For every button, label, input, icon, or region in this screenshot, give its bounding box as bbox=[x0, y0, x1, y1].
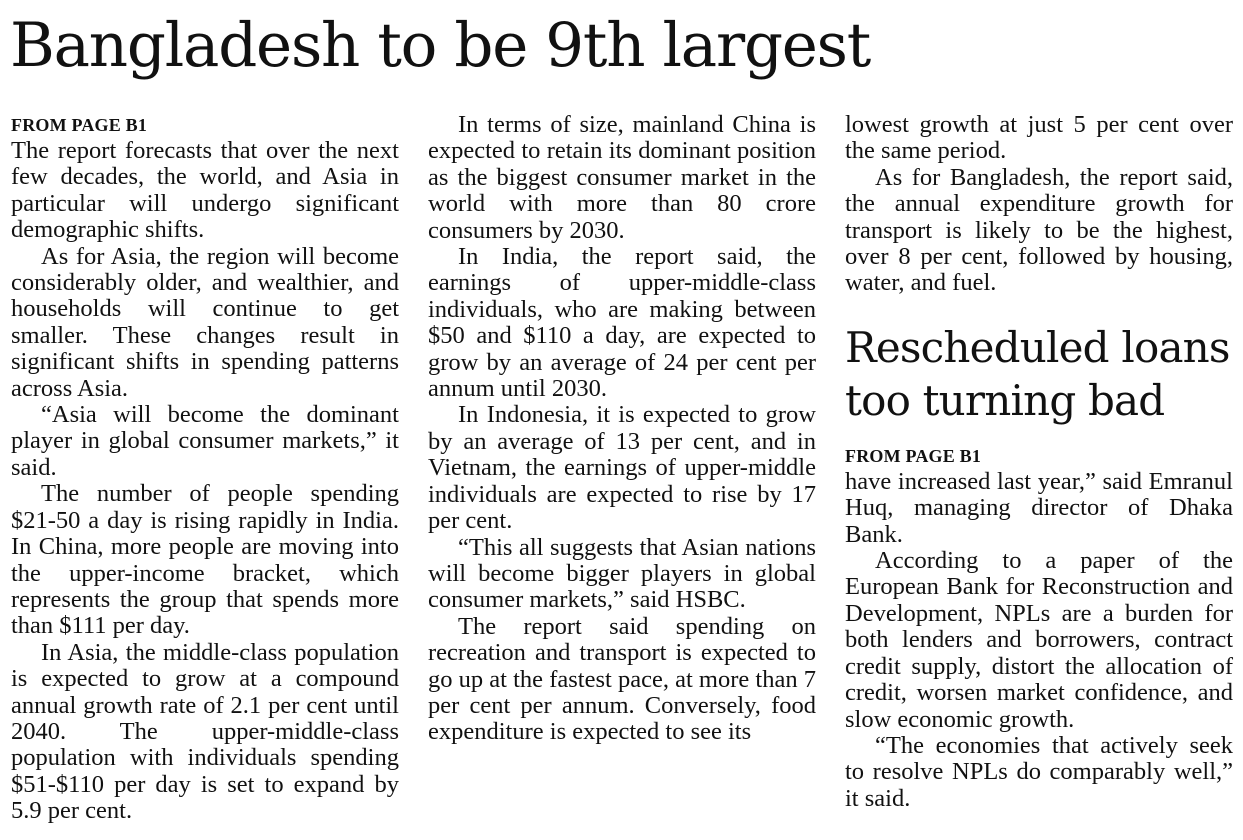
paragraph: As for Bangladesh, the report said, the annual expenditure growth for transport is likely to be the highest, over 8 per cent, followed by housing, water, and fuel. bbox=[845, 163, 1233, 297]
paragraph: As for Asia, the region will become considerably older, and wealthier, and households will continue to get smaller. These changes result in significant shifts in spending patterns across Asia. bbox=[11, 242, 399, 402]
paragraph: According to a paper of the European Bank for Reconstruction and Development, NPLs are a burden for both lenders and borrowers, contract credit supply, distort the allocation of credit, worsen market confidence, and slow economic growth. bbox=[845, 547, 1233, 733]
article-column-1 bbox=[11, 112, 399, 825]
paragraph: In India, the report said, the earnings of upper-middle-class individuals, who are making between $50 and $110 a day, are expected to grow by an average of 24 per cent per annum until 2030. bbox=[428, 243, 816, 403]
paragraph: The number of people spending $21-50 a day is rising rapidly in India. In China, more people are moving into the upper-income bracket, which represents the group that spends more than $111 per day. bbox=[11, 480, 399, 640]
article-column-2 bbox=[428, 112, 816, 746]
paragraph: In Indonesia, it is expected to grow by an average of 13 per cent, and in Vietnam, the earnings of upper-middle individuals are expected to rise by 17 per cent. bbox=[428, 401, 816, 535]
article-column-3 bbox=[845, 112, 1233, 812]
paragraph: The report said spending on recreation and transport is expected to go up at the fastest pace, at more than 7 per cent per annum. Conversely, food expenditure is expected to see its bbox=[428, 612, 816, 746]
continuation-kicker-2: FROM PAGE B1 bbox=[845, 445, 982, 466]
paragraph: “Asia will become the dominant player in global consumer markets,” it said. bbox=[11, 401, 399, 481]
continuation-kicker: FROM PAGE B1 bbox=[11, 115, 148, 135]
paragraph: The report forecasts that over the next few decades, the world, and Asia in particular will undergo significant demographic shifts. bbox=[11, 137, 399, 244]
paragraph: In terms of size, mainland China is expected to retain its dominant position as the biggest consumer market in the world with more than 80 crore consumers by 2030. bbox=[428, 111, 816, 244]
paragraph: have increased last year,” said Emranul Huq, managing director of Dhaka Bank. bbox=[845, 467, 1233, 548]
paragraph: lowest growth at just 5 per cent over the same period. bbox=[845, 111, 1233, 165]
second-article-headline: Rescheduled loans too turning bad bbox=[845, 322, 1230, 425]
paragraph: In Asia, the middle-class population is expected to grow at a compound annual growth rate of 2.1 per cent until 2040. The upper-middle-class population with individuals spending $51-$110 per day is set to expand by 5.9 per cent. bbox=[11, 638, 399, 825]
paragraph: “This all suggests that Asian nations will become bigger players in global consumer markets,” said HSBC. bbox=[428, 533, 816, 614]
article-headline: Bangladesh to be 9th largest bbox=[10, 10, 871, 81]
paragraph: “The economies that actively seek to resolve NPLs do comparably well,” it said. bbox=[845, 731, 1233, 812]
